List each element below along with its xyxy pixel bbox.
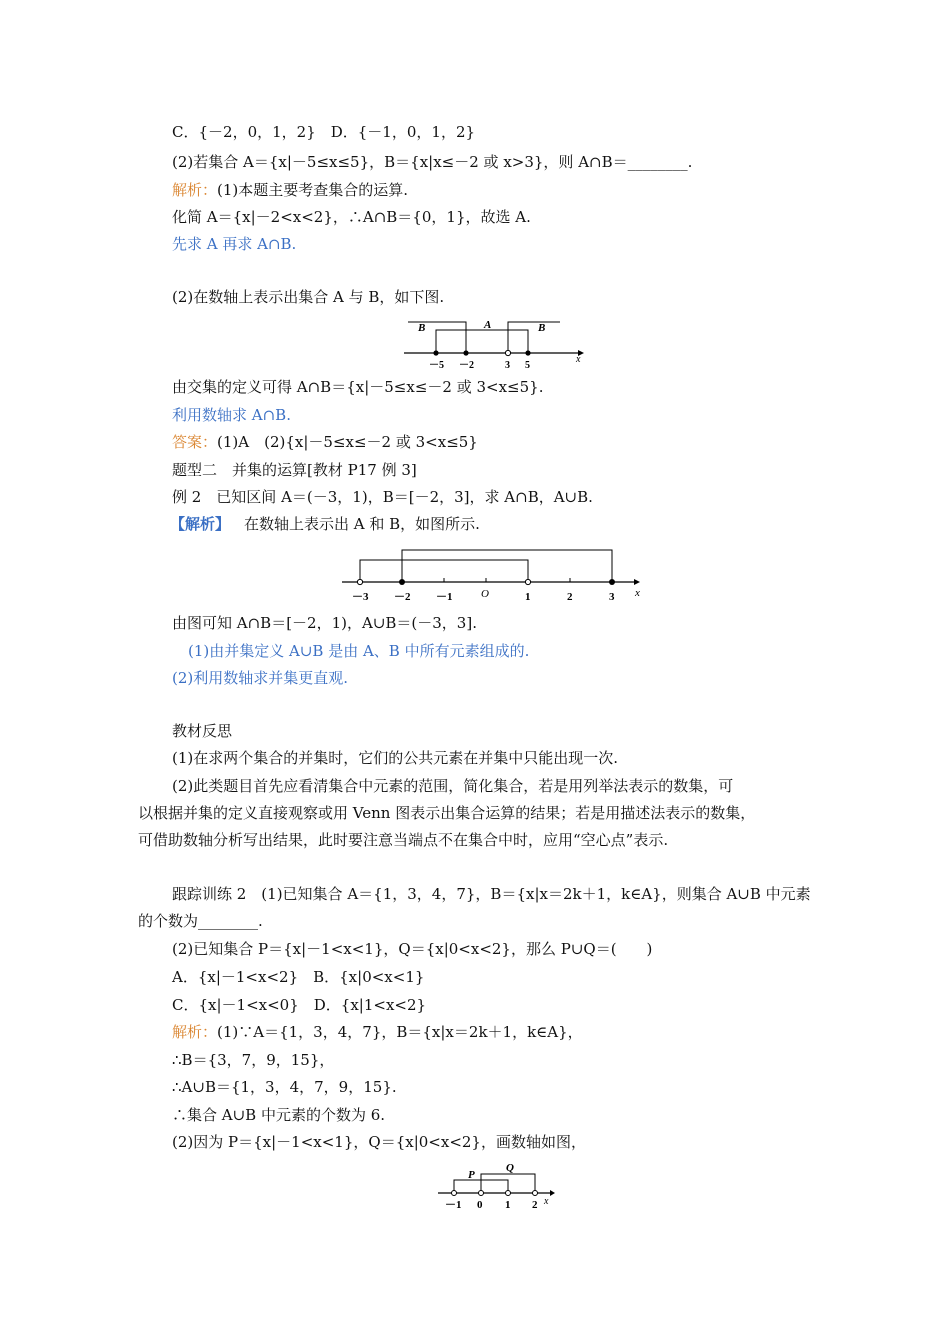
result-line: 由图可知 A∩B＝[－2，1)，A∪B＝(－3，3]. [172, 614, 477, 632]
option-line-cd-2: C．{x|－1<x<0} D．{x|1<x<2} [172, 996, 427, 1014]
hint-line-4: (2)利用数轴求并集更直观. [172, 669, 349, 687]
fig3-tick-0: 0 [477, 1199, 483, 1211]
fig3-tick-1: 1 [505, 1199, 511, 1211]
analysis-label-2: 解析： [172, 1023, 218, 1041]
number-line-intro-1: (2)在数轴上表示出集合 A 与 B，如下图. [172, 288, 445, 306]
fig2-tick-1: 1 [525, 591, 531, 603]
number-line-figure-2 [338, 544, 648, 606]
practice-2a: 跟踪训练 2 (1)已知集合 A＝{1，3，4，7}，B＝{x|x＝2k＋1，k∈A}，则集合 A∪B 中元素 [172, 885, 811, 903]
analysis-1 [172, 180, 408, 200]
answer-text: (1)A (2){x|－5≤x≤－2 或 3<x≤5} [217, 433, 478, 451]
fig2-tick-origin: O [481, 588, 489, 600]
option-line-ab: A．{x|－1<x<2} B．{x|0<x<1} [172, 968, 425, 986]
solution-label: 【解析】 [170, 515, 231, 533]
practice-2b: 的个数为________. [138, 912, 263, 930]
simplify-line: 化简 A＝{x|－2<x<2}，∴A∩B＝{0，1}，故选 A. [172, 208, 531, 226]
solution-text: 在数轴上表示出 A 和 B，如图所示. [244, 515, 480, 533]
fig1-axis-x: x [576, 354, 581, 365]
option-line-cd: C．{－2，0，1，2} D．{－1，0，1，2} [172, 123, 476, 141]
example-2: 例 2 已知区间 A＝(－3，1)，B＝[－2，3]，求 A∩B，A∪B. [172, 488, 593, 506]
intersection-result: 由交集的定义可得 A∩B＝{x|－5≤x≤－2 或 3<x≤5}. [172, 378, 544, 396]
fig2-axis-x: x [635, 587, 640, 599]
reflection-2b: 以根据并集的定义直接观察或用 Venn 图表示出集合运算的结果；若是用描述法表示的数集， [138, 804, 756, 822]
fig1-label-b-left: B [418, 322, 426, 334]
hint-line-2: 利用数轴求 A∩B. [172, 406, 291, 424]
fig1-tick-5: 5 [525, 360, 530, 371]
count-line: ∴集合 A∪B 中元素的个数为 6. [172, 1106, 386, 1124]
analysis-2 [172, 1022, 583, 1042]
question-2: (2)若集合 A＝{x|－5≤x≤5}，B＝{x|x≤－2 或 x>3}，则 A∩B＝________. [172, 153, 693, 171]
fig1-tick-3: 3 [505, 360, 510, 371]
fig1-tick-neg2: －2 [459, 360, 474, 371]
reflection-2c: 可借助数轴分析写出结果，此时要注意当端点不在集合中时，应用“空心点”表示. [138, 831, 669, 849]
number-line-figure-1 [398, 314, 588, 372]
fig3-label-q: Q [506, 1162, 514, 1174]
section-heading: 题型二 并集的运算[教材 P17 例 3] [172, 461, 417, 479]
fig2-tick-3: 3 [609, 591, 615, 603]
fig2-tick-neg2: －2 [394, 591, 411, 603]
reflection-1: (1)在求两个集合的并集时，它们的公共元素在并集中只能出现一次. [172, 749, 619, 767]
fig2-tick-neg1: －1 [436, 591, 453, 603]
fig3-axis-x: x [544, 1196, 549, 1207]
fig2-tick-neg3: －3 [352, 591, 369, 603]
fig3-tick-2: 2 [532, 1199, 538, 1211]
pq-line: (2)因为 P＝{x|－1<x<1}，Q＝{x|0<x<2}，画数轴如图， [172, 1133, 586, 1151]
fig2-tick-2: 2 [567, 591, 573, 603]
fig1-tick-neg5: －5 [429, 360, 444, 371]
fig3-label-p: P [468, 1169, 475, 1181]
analysis-text-2: (1)∵A＝{1，3，4，7}，B＝{x|x＝2k＋1，k∈A}， [217, 1023, 583, 1041]
reflection-2a: (2)此类题目首先应看清集合中元素的范围，简化集合，若是用列举法表示的数集，可 [172, 777, 734, 795]
practice-2-q2: (2)已知集合 P＝{x|－1<x<1}，Q＝{x|0<x<2}，那么 P∪Q＝( ) [172, 940, 653, 958]
set-b-line: ∴B＝{3，7，9，15}， [172, 1051, 335, 1069]
analysis-text: (1)本题主要考查集合的运算. [217, 181, 409, 199]
fig1-label-a: A [484, 319, 492, 331]
solution-line [170, 514, 480, 534]
hint-line-3: (1)由并集定义 A∪B 是由 A、B 中所有元素组成的. [188, 642, 530, 660]
analysis-label: 解析： [172, 181, 218, 199]
answer-label: 答案： [172, 433, 218, 451]
number-line-figure-3 [434, 1160, 564, 1212]
fig1-label-b-right: B [538, 322, 546, 334]
union-line: ∴A∪B＝{1，3，4，7，9，15}. [172, 1078, 397, 1096]
fig3-tick-neg1: －1 [445, 1199, 462, 1211]
reflection-heading: 教材反思 [172, 722, 233, 740]
answer-line [172, 432, 478, 452]
hint-line-1: 先求 A 再求 A∩B. [172, 235, 297, 253]
